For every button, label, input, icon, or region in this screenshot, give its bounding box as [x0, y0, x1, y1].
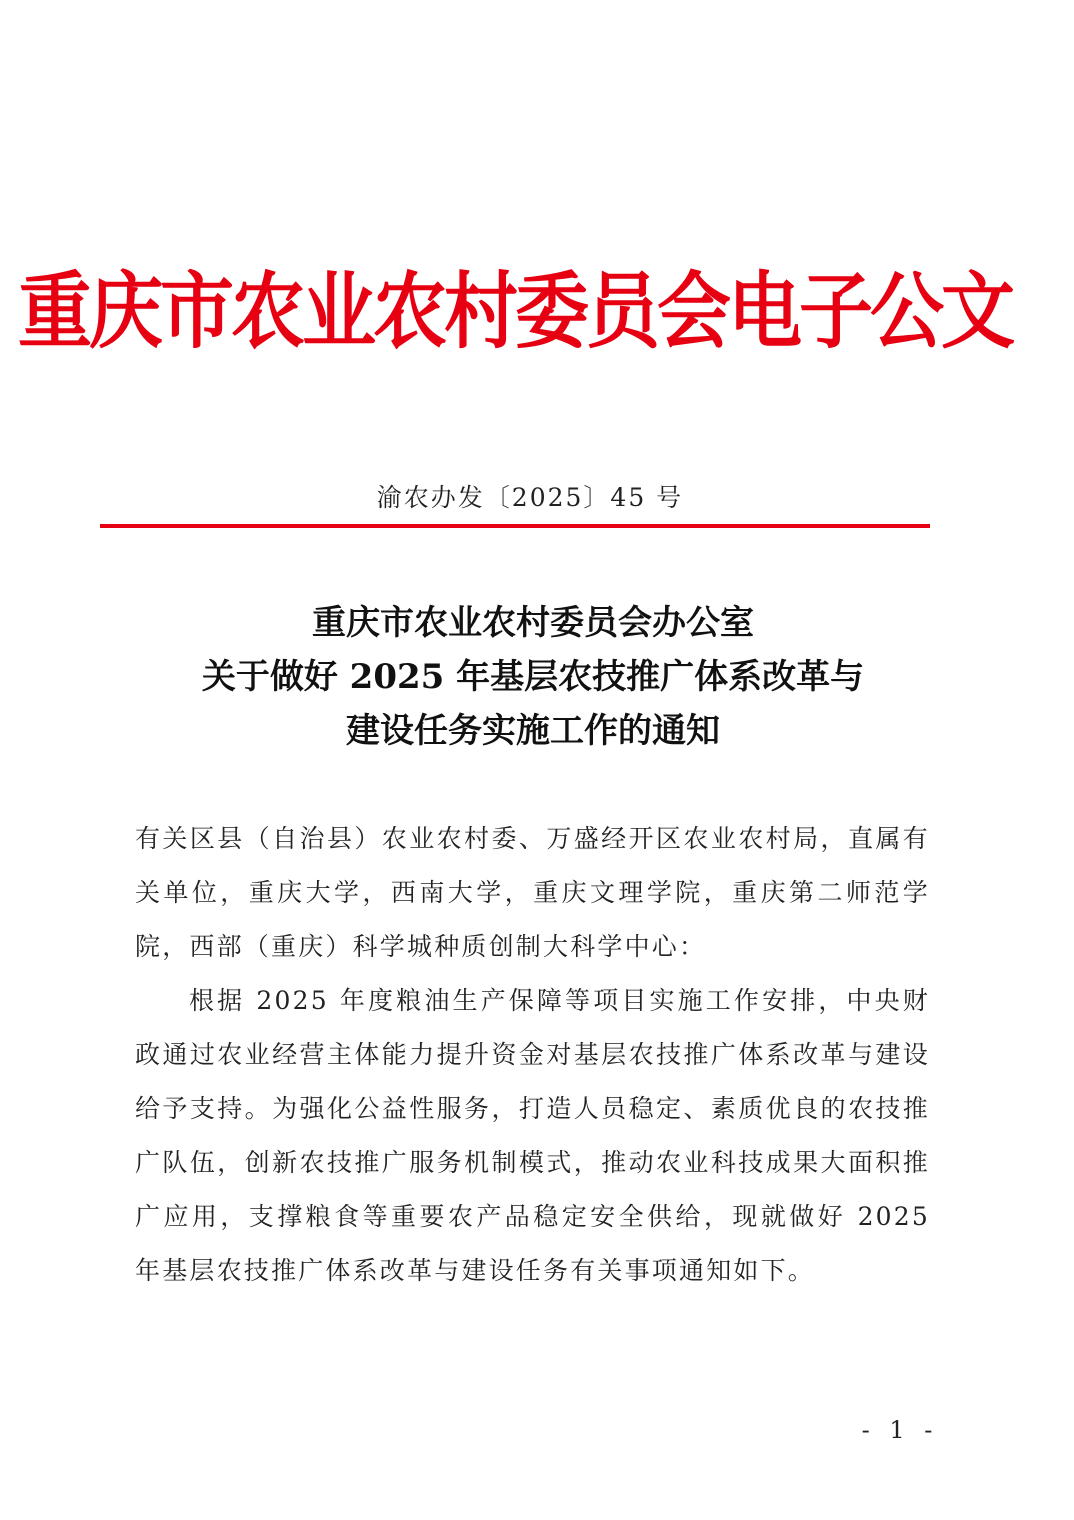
- document-number: 渝农办发〔2025〕45 号: [376, 483, 684, 512]
- document-body: [135, 812, 930, 1298]
- masthead-title: 重庆市农业农村委员会电子公文: [18, 263, 1012, 361]
- title-line-3: 建设任务实施工作的通知: [346, 711, 720, 751]
- document-title: [0, 596, 1066, 758]
- recipients-paragraph: 有关区县（自治县）农业农村委、万盛经开区农业农村局，直属有关单位，重庆大学，西南大学，重庆文理学院，重庆第二师范学院，西部（重庆）科学城种质创制大科学中心：: [135, 824, 930, 961]
- body-paragraph-1: 根据 2025 年度粮油生产保障等项目实施工作安排，中央财政通过农业经营主体能力提升资金对基层农技推广体系改革与建设给予支持。为强化公益性服务，打造人员稳定、素质优良的农技推广队伍，创新农技推广服务机制模式，推动农业科技成果大面积推广应用，支撑粮食等重要农产品稳定安全供给，现就做好 2025 年基层农技推广体系改革与建设任务有关事项通知如下。: [135, 986, 930, 1285]
- title-line-1: 重庆市农业农村委员会办公室: [312, 603, 754, 643]
- page-number: - 1 -: [861, 1416, 939, 1444]
- red-divider-line: [100, 524, 930, 528]
- title-line-2: 关于做好 2025 年基层农技推广体系改革与: [201, 657, 865, 697]
